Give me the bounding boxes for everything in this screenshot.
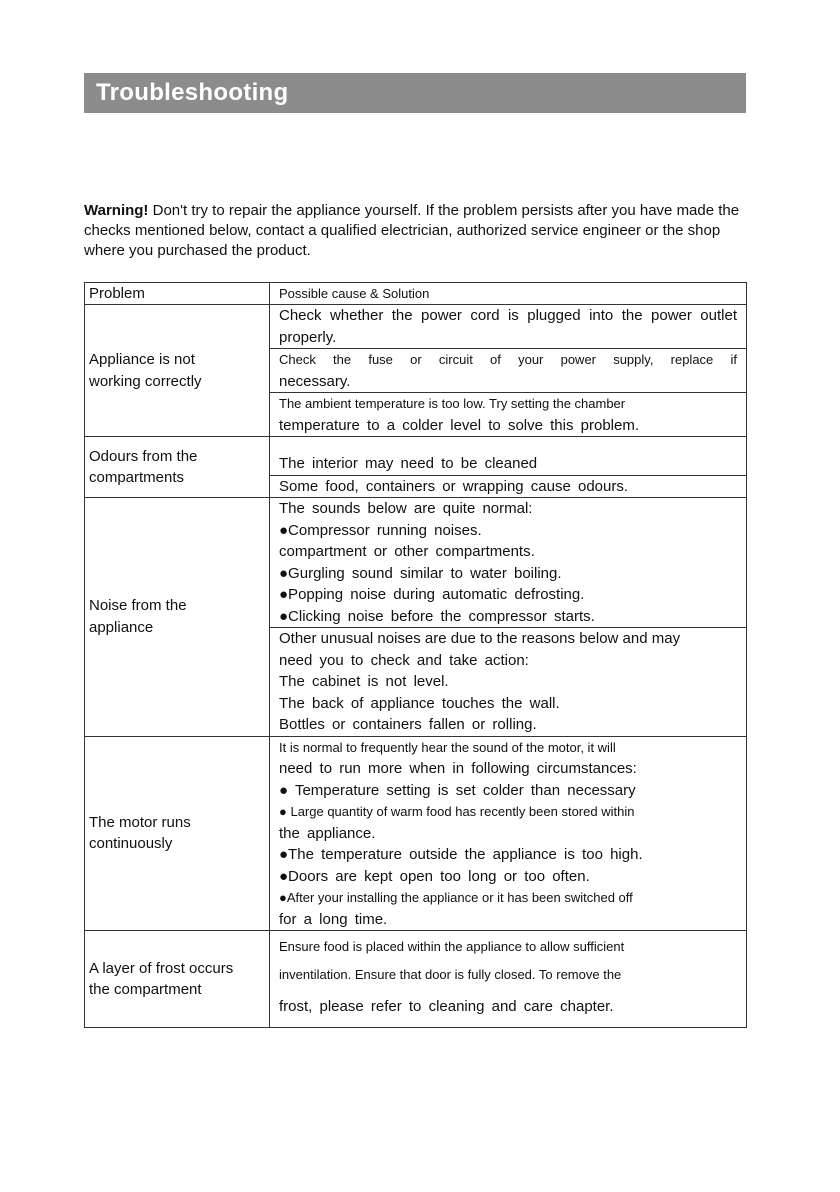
header-problem: Problem — [85, 283, 270, 305]
solution-line: temperature to a colder level to solve this problem. — [279, 416, 639, 434]
solution-line: need to run more when in following circumstances: — [279, 760, 637, 777]
solution-cell — [270, 453, 747, 475]
solution-line: need you to check and take action: — [279, 651, 529, 669]
problem-text: Noise from the — [89, 597, 187, 615]
section-title: Troubleshooting — [96, 79, 289, 106]
solution-line: ● Temperature setting is set colder than necessary — [279, 781, 636, 799]
solution-line: Some food, containers or wrapping cause odours. — [279, 477, 629, 495]
table-header-row — [85, 283, 747, 305]
solution-line: The back of appliance touches the wall. — [279, 694, 560, 712]
solution-cell — [270, 628, 747, 737]
solution-line: properly. — [279, 328, 337, 346]
problem-text: the compartment — [89, 981, 202, 998]
problem-cell — [85, 931, 270, 1028]
problem-cell — [85, 736, 270, 931]
solution-cell — [270, 349, 747, 393]
problem-text: working correctly — [89, 372, 202, 390]
problem-text: appliance — [89, 618, 154, 636]
solution-line: frost, please refer to cleaning and care chapter. — [279, 998, 614, 1015]
solution-line: ●Clicking noise before the compressor starts. — [279, 607, 595, 625]
troubleshooting-table — [84, 282, 747, 1028]
table-row — [85, 498, 747, 628]
problem-text: compartments — [89, 469, 185, 486]
solution-line: ●The temperature outside the appliance is too high. — [279, 846, 643, 863]
warning-label: Warning! — [84, 202, 149, 219]
solution-line: The sounds below are quite normal: — [279, 500, 533, 517]
solution-line: ●After your installing the appliance or it has been switched off — [279, 890, 633, 905]
table-row — [85, 437, 747, 454]
warning-text: Don't try to repair the appliance yourself. If the problem persists after you have made the checks mentioned below, contact a qualified electrician, authorized service engineer or the shop where you purchased the product. — [84, 202, 740, 259]
solution-line: Check whether the power cord is plugged into the power outlet — [279, 307, 737, 324]
solution-line: inventilation. Ensure that door is fully closed. To remove the — [279, 967, 622, 982]
solution-line: ●Doors are kept open too long or too often. — [279, 867, 590, 885]
solution-cell — [270, 931, 747, 1028]
problem-text: continuously — [89, 835, 173, 853]
problem-text: Appliance is not — [89, 351, 195, 368]
problem-cell — [85, 498, 270, 737]
solution-line: The interior may need to be cleaned — [279, 455, 538, 472]
solution-line: ●Popping noise during automatic defrosting. — [279, 586, 585, 603]
problem-text: A layer of frost occurs — [89, 959, 234, 977]
solution-line: The ambient temperature is too low. Try setting the chamber — [279, 396, 626, 411]
solution-cell — [270, 498, 747, 628]
solution-cell — [270, 393, 747, 437]
table-row — [85, 931, 747, 1028]
solution-line: the appliance. — [279, 824, 376, 842]
solution-spacer — [270, 437, 747, 454]
table-row — [85, 305, 747, 349]
solution-cell — [270, 736, 747, 931]
solution-line: ●Compressor running noises. — [279, 521, 482, 539]
solution-line: Ensure food is placed within the appliance to allow sufficient — [279, 939, 625, 954]
problem-cell — [85, 305, 270, 437]
problem-text: The motor runs — [89, 813, 191, 831]
solution-line: It is normal to frequently hear the sound of the motor, it will — [279, 739, 616, 755]
solution-line: Bottles or containers fallen or rolling. — [279, 716, 537, 733]
header-solution: Possible cause & Solution — [270, 283, 747, 305]
solution-line: compartment or other compartments. — [279, 543, 535, 560]
solution-line: Other unusual noises are due to the reasons below and may — [279, 630, 681, 647]
solution-line: The cabinet is not level. — [279, 673, 449, 690]
section-title-bar — [84, 73, 746, 113]
solution-line: ● Large quantity of warm food has recently been stored within — [279, 804, 635, 819]
solution-line: for a long time. — [279, 910, 388, 928]
problem-text: Odours from the — [89, 447, 198, 465]
solution-cell — [270, 475, 747, 498]
warning-paragraph — [84, 201, 754, 261]
solution-line: Check the fuse or circuit of your power supply, replace if — [279, 352, 737, 367]
solution-line: necessary. — [279, 372, 351, 390]
solution-cell — [270, 305, 747, 349]
solution-line: ●Gurgling sound similar to water boiling. — [279, 564, 562, 582]
problem-cell — [85, 437, 270, 498]
table-row — [85, 736, 747, 931]
